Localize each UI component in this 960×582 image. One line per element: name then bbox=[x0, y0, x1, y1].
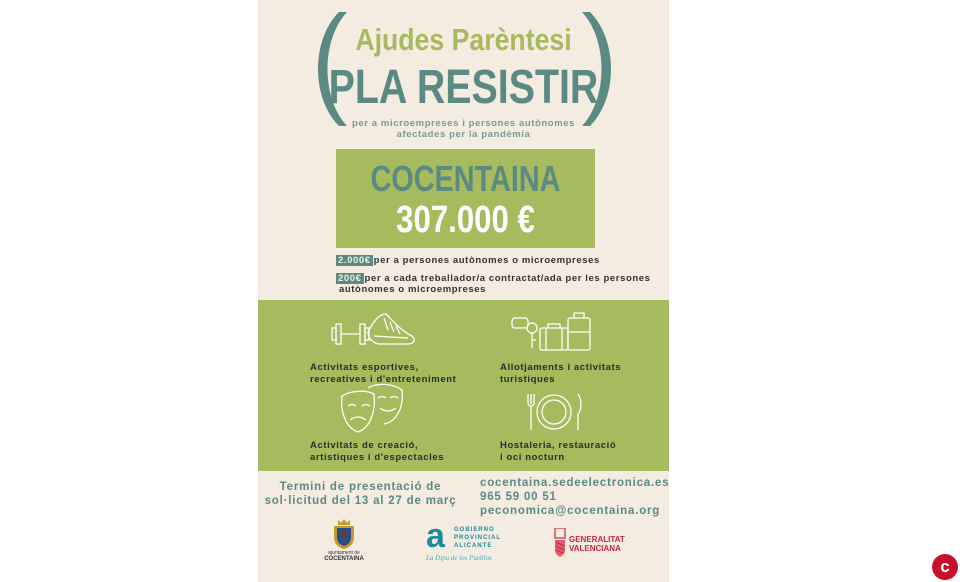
diputacion-alicante-logo bbox=[424, 517, 504, 566]
category-label-line: Activitats esportives, bbox=[310, 362, 419, 373]
ajuntament-label: ajuntament de bbox=[328, 550, 360, 556]
category-label bbox=[310, 440, 444, 464]
bullet-item bbox=[336, 273, 656, 295]
poster-subtitle bbox=[258, 118, 669, 140]
generalitat-valenciana-logo bbox=[554, 528, 634, 560]
contact-website[interactable]: cocentaina.sedeelectronica.es bbox=[480, 477, 670, 489]
bullet-item bbox=[336, 255, 656, 266]
category-label bbox=[500, 362, 621, 386]
poster bbox=[258, 0, 669, 582]
generalitat-name bbox=[569, 535, 625, 553]
town-name: COCENTAINA bbox=[370, 158, 561, 199]
category-label-line: recreatives i d'entreteniment bbox=[310, 374, 457, 385]
dumbbell-sneaker-icon bbox=[328, 310, 418, 354]
bullet-text-continued: autònomes o microempreses bbox=[339, 284, 486, 295]
category-label-line: Allotjaments i activitats bbox=[500, 362, 622, 373]
bullet-text: per a persones autònomes o microempreses bbox=[373, 255, 600, 266]
total-amount: 307.000 € bbox=[396, 199, 535, 241]
generalitat-shield-icon bbox=[554, 528, 566, 558]
amount-badge: 2.000€ bbox=[338, 255, 371, 266]
contact-phone: 965 59 00 51 bbox=[480, 491, 557, 503]
subtitle-line-2: afectades per la pandèmia bbox=[396, 129, 531, 140]
diputacion-line: PROVINCIAL bbox=[454, 535, 502, 541]
diputacion-slogan: La Dipu de los Pueblos bbox=[426, 554, 492, 562]
coat-of-arms-icon bbox=[332, 518, 356, 550]
poster-headline: PLA RESISTIR bbox=[328, 61, 599, 114]
theater-masks-icon bbox=[338, 382, 408, 436]
deadline-line-2: sol·licitud del 13 al 27 de març bbox=[264, 495, 457, 507]
amount-box bbox=[336, 149, 595, 248]
category-label-line: Activitats de creació, bbox=[310, 440, 419, 451]
category-label-line: artistiques i d'espectacles bbox=[310, 452, 445, 463]
site-logo-badge[interactable] bbox=[932, 554, 958, 580]
ajuntament-name: COCENTAINA bbox=[324, 556, 364, 562]
diputacion-name bbox=[454, 526, 501, 550]
aid-bullets bbox=[336, 255, 656, 302]
application-deadline bbox=[258, 480, 463, 508]
contact-email[interactable]: peconomica@cocentaina.org bbox=[480, 505, 661, 517]
category-label-line: i oci nocturn bbox=[500, 452, 565, 463]
bullet-text: per a cada treballador/a contractat/ada per les persones bbox=[364, 273, 651, 284]
keys-luggage-icon bbox=[510, 310, 600, 354]
plate-cutlery-icon bbox=[524, 392, 584, 432]
site-logo-letter: c bbox=[940, 557, 950, 576]
subtitle-line-1: per a microempreses i persones autònomes bbox=[351, 118, 576, 129]
categories-panel bbox=[258, 300, 669, 471]
generalitat-line: GENERALITAT bbox=[569, 535, 625, 544]
ajuntament-cocentaina-logo bbox=[322, 518, 366, 562]
contact-info bbox=[480, 476, 669, 518]
poster-title: Ajudes Parèntesi bbox=[355, 22, 572, 57]
diputacion-a-mark-icon: a bbox=[426, 517, 445, 555]
category-label-line: Hostaleria, restauració bbox=[500, 440, 617, 451]
generalitat-line: VALENCIANA bbox=[569, 544, 621, 553]
diputacion-line: ALICANTE bbox=[454, 543, 493, 549]
category-label bbox=[500, 440, 616, 464]
amount-badge: 200€ bbox=[338, 273, 362, 284]
diputacion-line: GOBIERNO bbox=[454, 527, 495, 533]
deadline-line-1: Termini de presentació de bbox=[279, 481, 442, 493]
category-label-line: turistiques bbox=[500, 374, 556, 385]
